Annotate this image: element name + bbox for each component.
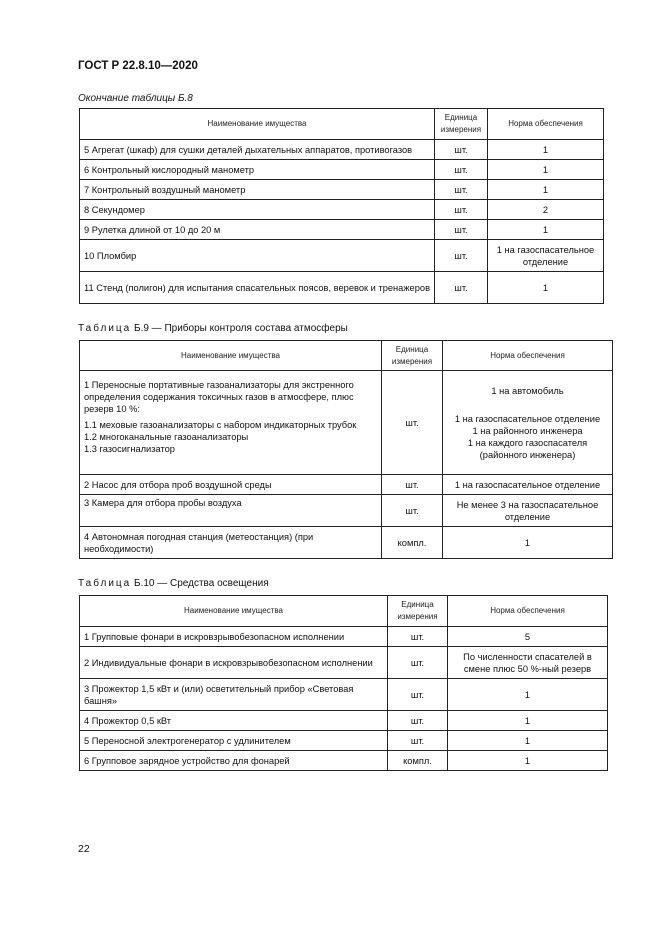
cell-name: 5 Переносной электрогенератор с удлинителем — [80, 731, 388, 751]
cell-name: 1 Групповые фонари в искровзрывобезопасном исполнении — [80, 627, 388, 647]
cell-unit: шт. — [388, 627, 448, 647]
cell-unit: шт. — [435, 160, 488, 180]
cell-name — [80, 371, 382, 475]
table-row — [80, 272, 604, 304]
norm-1-text: 1 на автомобиль — [491, 385, 564, 396]
cell-unit: шт. — [388, 711, 448, 731]
table-row — [80, 711, 608, 731]
cell-name: 3 Прожектор 1,5 кВт и (или) осветительный прибор «Световая башня» — [80, 679, 388, 711]
item-1-text: 1 Переносные портативные газоанализаторы для экстренного определения содержания токсичных газов в атмосфере, плюс резерв 10 %: — [84, 379, 354, 414]
col-header-unit: Единица измерения — [382, 341, 443, 371]
cell-norm — [443, 371, 613, 475]
cell-name: 2 Насос для отбора проб воздушной среды — [80, 475, 382, 495]
table-b10-caption — [78, 578, 269, 589]
cell-name: 5 Агрегат (шкаф) для сушки деталей дыхательных аппаратов, противогазов — [80, 140, 435, 160]
cell-name: 4 Прожектор 0,5 кВт — [80, 711, 388, 731]
cell-name: 9 Рулетка длиной от 10 до 20 м — [80, 220, 435, 240]
cell-unit: шт. — [388, 679, 448, 711]
cell-name: 2 Индивидуальные фонари в искровзрывобезопасном исполнении — [80, 647, 388, 679]
col-header-unit: Единица измерения — [388, 596, 448, 627]
table-row — [80, 495, 613, 527]
item-1-3-text: 1.3 газосигнализатор — [84, 443, 175, 454]
cell-unit: шт. — [435, 140, 488, 160]
table-b9-caption — [78, 323, 348, 334]
cell-norm: По численности спасателей в смене плюс 50 %-ный резерв — [448, 647, 608, 679]
table-row — [80, 647, 608, 679]
cell-name: 8 Секундомер — [80, 200, 435, 220]
cell-name: 7 Контрольный воздушный манометр — [80, 180, 435, 200]
table-b8 — [79, 108, 604, 304]
col-header-norm: Норма обеспечения — [448, 596, 608, 627]
cell-norm: 1 — [443, 527, 613, 559]
item-1-1-text: 1.1 меховые газоанализаторы с набором индикаторных трубок — [84, 419, 357, 430]
cell-name: 3 Камера для отбора пробы воздуха — [80, 495, 382, 527]
col-header-norm: Норма обеспечения — [443, 341, 613, 371]
cell-norm: 5 — [448, 627, 608, 647]
table-b10-caption-prefix: Таблица — [78, 578, 132, 589]
cell-norm: 1 — [488, 272, 604, 304]
cell-norm: 1 на газоспасательное отделение — [488, 240, 604, 272]
cell-norm: 1 на газоспасательное отделение — [443, 475, 613, 495]
cell-unit: шт. — [382, 475, 443, 495]
page-number: 22 — [78, 843, 90, 855]
table-row — [80, 731, 608, 751]
cell-unit: шт. — [435, 272, 488, 304]
norm-1-3-text: 1 на каждого газоспасателя (районного инженера) — [467, 437, 588, 460]
cell-unit: шт. — [435, 240, 488, 272]
table-b10 — [79, 595, 608, 771]
cell-norm: 1 — [488, 140, 604, 160]
cell-unit: шт. — [435, 220, 488, 240]
table-row — [80, 220, 604, 240]
table-row — [80, 200, 604, 220]
table-row — [80, 627, 608, 647]
cell-norm: 1 — [488, 180, 604, 200]
cell-norm: 1 — [448, 679, 608, 711]
cell-name: 10 Пломбир — [80, 240, 435, 272]
table-row — [80, 527, 613, 559]
cell-name: 6 Групповое зарядное устройство для фонарей — [80, 751, 388, 771]
norm-1-2-text: 1 на районного инженера — [472, 425, 583, 436]
col-header-unit: Единица измерения — [435, 109, 488, 140]
cell-unit: шт. — [435, 200, 488, 220]
col-header-name: Наименование имущества — [80, 596, 388, 627]
col-header-name: Наименование имущества — [80, 109, 435, 140]
table-row — [80, 240, 604, 272]
cell-name: 11 Стенд (полигон) для испытания спасательных поясов, веревок и тренажеров — [80, 272, 435, 304]
item-1-2-text: 1.2 многоканальные газоанализаторы — [84, 431, 249, 442]
table-b9-caption-text: Б.9 — Приборы контроля состава атмосферы — [134, 323, 348, 334]
cell-norm: 1 — [488, 220, 604, 240]
cell-norm: 1 — [448, 711, 608, 731]
cell-unit: шт. — [382, 495, 443, 527]
cell-norm: 1 — [488, 160, 604, 180]
table-b9 — [79, 340, 613, 559]
cell-name: 6 Контрольный кислородный манометр — [80, 160, 435, 180]
cell-unit: шт. — [382, 371, 443, 475]
cell-unit: шт. — [388, 731, 448, 751]
table-b8-caption: Окончание таблицы Б.8 — [78, 93, 193, 104]
cell-name: 4 Автономная погодная станция (метеостанция) (при необходимости) — [80, 527, 382, 559]
cell-unit: шт. — [435, 180, 488, 200]
document-code: ГОСТ Р 22.8.10—2020 — [78, 60, 198, 72]
cell-norm: 2 — [488, 200, 604, 220]
cell-unit: компл. — [388, 751, 448, 771]
table-row — [80, 475, 613, 495]
cell-norm: 1 — [448, 751, 608, 771]
cell-unit: шт. — [388, 647, 448, 679]
cell-norm: Не менее 3 на газоспасательное отделение — [443, 495, 613, 527]
cell-norm: 1 — [448, 731, 608, 751]
table-row — [80, 679, 608, 711]
cell-unit: компл. — [382, 527, 443, 559]
table-row — [80, 160, 604, 180]
table-b10-caption-text: Б.10 — Средства освещения — [134, 578, 269, 589]
table-row — [80, 180, 604, 200]
table-b9-caption-prefix: Таблица — [78, 323, 132, 334]
col-header-name: Наименование имущества — [80, 341, 382, 371]
col-header-norm: Норма обеспечения — [488, 109, 604, 140]
table-row — [80, 371, 613, 475]
table-row — [80, 751, 608, 771]
table-row — [80, 140, 604, 160]
norm-1-1-text: 1 на газоспасательное отделение — [454, 413, 601, 424]
